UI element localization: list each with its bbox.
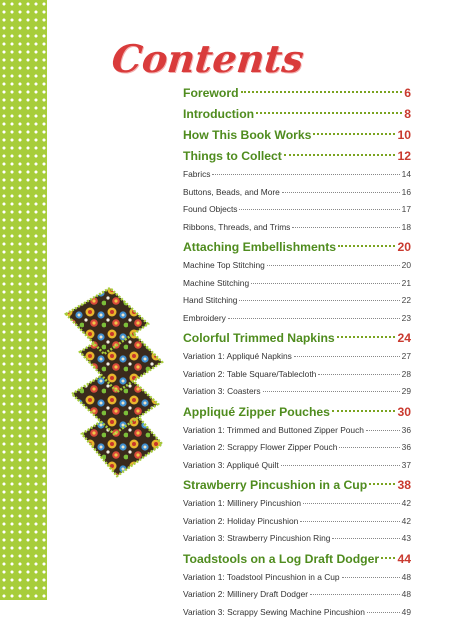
toc-subentry <box>183 386 411 404</box>
toc-entry-title: Variation 2: Table Square/Tablecloth <box>183 369 316 379</box>
toc-subentry <box>183 169 411 187</box>
toc-subentry <box>183 607 411 624</box>
toc-entry-title: Variation 2: Millinery Draft Dodger <box>183 589 308 599</box>
fabric-napkins-stack-image <box>62 284 172 484</box>
toc-page-number: 42 <box>402 516 411 526</box>
toc-page-number: 10 <box>397 128 411 142</box>
toc-entry-title: Hand Stitching <box>183 295 237 305</box>
toc-entry-title: Appliqué Zipper Pouches <box>183 405 330 419</box>
toc-page-number: 49 <box>402 607 411 617</box>
polka-dot-side-band <box>0 0 47 600</box>
dot-leader <box>239 209 399 210</box>
toc-subentry <box>183 187 411 205</box>
toc-chapter-entry <box>183 107 411 127</box>
toc-subentry <box>183 572 411 590</box>
dot-leader <box>313 133 395 135</box>
toc-entry-title: Found Objects <box>183 204 237 214</box>
toc-page-number: 37 <box>402 460 411 470</box>
toc-page-number: 43 <box>402 533 411 543</box>
dot-leader <box>282 192 400 193</box>
toc-entry-title: Fabrics <box>183 169 210 179</box>
toc-page-number: 24 <box>397 331 411 345</box>
toc-entry-title: Attaching Embellishments <box>183 240 336 254</box>
toc-entry-title: Variation 3: Appliqué Quilt <box>183 460 279 470</box>
toc-entry-title: Variation 3: Strawberry Pincushion Ring <box>183 533 330 543</box>
toc-chapter-entry <box>183 149 411 169</box>
toc-subentry <box>183 460 411 478</box>
dot-leader <box>332 538 399 539</box>
toc-page-number: 22 <box>402 295 411 305</box>
toc-subentry <box>183 204 411 222</box>
toc-subentry <box>183 589 411 607</box>
toc-entry-title: Variation 2: Scrappy Flower Zipper Pouch <box>183 442 337 452</box>
dot-leader <box>338 245 395 247</box>
toc-page-number: 38 <box>397 478 411 492</box>
toc-subentry <box>183 498 411 516</box>
toc-chapter-entry <box>183 478 411 498</box>
dot-leader <box>281 465 400 466</box>
toc-page-number: 23 <box>402 313 411 323</box>
toc-entry-title: Variation 1: Millinery Pincushion <box>183 498 301 508</box>
toc-page-number: 42 <box>402 498 411 508</box>
toc-entry-title: Machine Top Stitching <box>183 260 265 270</box>
toc-subentry <box>183 295 411 313</box>
toc-chapter-entry <box>183 331 411 351</box>
dot-leader <box>228 318 400 319</box>
toc-subentry <box>183 516 411 534</box>
toc-subentry <box>183 278 411 296</box>
toc-entry-title: Variation 1: Trimmed and Buttoned Zipper Pouch <box>183 425 364 435</box>
dot-leader <box>239 300 399 301</box>
toc-page-number: 20 <box>402 260 411 270</box>
toc-subentry <box>183 369 411 387</box>
toc-entry-title: Ribbons, Threads, and Trims <box>183 222 290 232</box>
toc-chapter-entry <box>183 552 411 572</box>
toc-page-number: 29 <box>402 386 411 396</box>
dot-leader <box>303 503 400 504</box>
dot-leader <box>366 430 400 431</box>
toc-chapter-entry <box>183 240 411 260</box>
toc-entry-title: Things to Collect <box>183 149 282 163</box>
toc-page-number: 36 <box>402 425 411 435</box>
toc-page-number: 44 <box>397 552 411 566</box>
toc-entry-title: Variation 3: Coasters <box>183 386 261 396</box>
toc-subentry <box>183 260 411 278</box>
dot-leader <box>294 356 400 357</box>
toc-chapter-entry <box>183 86 411 106</box>
dot-leader <box>367 612 400 613</box>
toc-page-number: 14 <box>402 169 411 179</box>
page-title: Contents <box>110 36 306 81</box>
dot-leader <box>263 391 400 392</box>
toc-subentry <box>183 533 411 551</box>
toc-entry-title: Variation 2: Holiday Pincushion <box>183 516 298 526</box>
toc-page-number: 30 <box>397 405 411 419</box>
dot-leader <box>342 577 400 578</box>
toc-entry-title: Variation 1: Toadstool Pincushion in a Cup <box>183 572 340 582</box>
toc-entry-title: How This Book Works <box>183 128 311 142</box>
toc-page-number: 36 <box>402 442 411 452</box>
dot-leader <box>332 410 395 412</box>
dot-leader <box>292 227 399 228</box>
toc-page-number: 27 <box>402 351 411 361</box>
dot-leader <box>318 374 399 375</box>
toc-entry-title: Toadstools on a Log Draft Dodger <box>183 552 379 566</box>
toc-subentry <box>183 222 411 240</box>
dot-leader <box>251 283 400 284</box>
dot-leader <box>310 594 400 595</box>
dot-leader <box>339 447 399 448</box>
toc-chapter-entry <box>183 405 411 425</box>
toc-subentry <box>183 442 411 460</box>
toc-entry-title: Colorful Trimmed Napkins <box>183 331 335 345</box>
dot-leader <box>256 112 402 114</box>
toc-chapter-entry <box>183 128 411 148</box>
toc-page-number: 12 <box>397 149 411 163</box>
toc-page-number: 20 <box>397 240 411 254</box>
dot-leader <box>284 154 396 156</box>
toc-entry-title: Buttons, Beads, and More <box>183 187 280 197</box>
toc-page-number: 48 <box>402 572 411 582</box>
toc-page-number: 18 <box>402 222 411 232</box>
toc-entry-title: Variation 1: Appliqué Napkins <box>183 351 292 361</box>
toc-page-number: 16 <box>402 187 411 197</box>
dot-leader <box>337 336 396 338</box>
dot-leader <box>212 174 399 175</box>
dot-leader <box>381 557 395 559</box>
toc-page-number: 21 <box>402 278 411 288</box>
toc-subentry <box>183 351 411 369</box>
toc-page-number: 17 <box>402 204 411 214</box>
dot-leader <box>369 483 395 485</box>
toc-entry-title: Machine Stitching <box>183 278 249 288</box>
dot-leader <box>300 521 399 522</box>
toc-page-number: 6 <box>404 86 411 100</box>
toc-page-number: 28 <box>402 369 411 379</box>
toc-entry-title: Variation 3: Scrappy Sewing Machine Pincushion <box>183 607 365 617</box>
toc-page-number: 8 <box>404 107 411 121</box>
toc-page-number: 48 <box>402 589 411 599</box>
dot-leader <box>241 91 403 93</box>
toc-entry-title: Introduction <box>183 107 254 121</box>
toc-subentry <box>183 425 411 443</box>
toc-entry-title: Embroidery <box>183 313 226 323</box>
table-of-contents <box>183 85 411 624</box>
toc-entry-title: Strawberry Pincushion in a Cup <box>183 478 367 492</box>
dot-leader <box>267 265 400 266</box>
toc-subentry <box>183 313 411 331</box>
toc-entry-title: Foreword <box>183 86 239 100</box>
